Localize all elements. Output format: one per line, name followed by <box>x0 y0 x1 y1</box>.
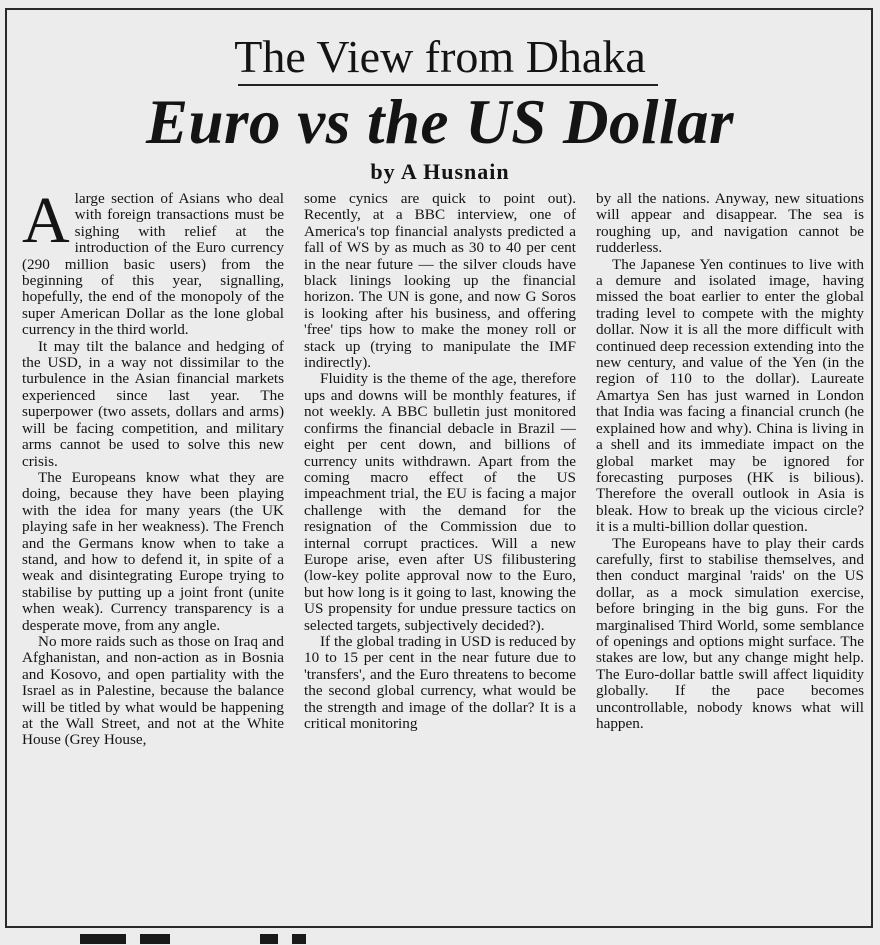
paragraph: by all the nations. Anyway, new situations will appear and disappear. The sea is roughing up, and navigation cannot be rudderless. <box>596 191 864 257</box>
kicker-title: The View from Dhaka <box>234 31 646 82</box>
article-column-2 <box>304 191 576 921</box>
paragraph: some cynics are quick to point out). Recently, at a BBC interview, one of America's top financial analysts predicted a fall of WS by as much as 30 to 40 per cent in the near future — the silver clouds have black linings looking up the financial horizon. The UN is gone, and now G Soros is looking after his business, and offering 'free' tips how to make the money roll or stack up (trying to manipulate the IMF indirectly). <box>304 191 576 372</box>
paragraph: The Europeans have to play their cards carefully, first to stabilise themselves, and then conduct marginal 'raids' on the US dollar, as a mock simulation exercise, before bringing in the big guns. For the marginalised Third World, some semblance of openings and options might surface. The stakes are low, but any change might help. The Euro-dollar battle swill affect liquidity globally. If the pace becomes uncontrollable, nobody knows what will happen. <box>596 534 864 732</box>
paragraph: No more raids such as those on Iraq and Afghanistan, and non-action as in Bosnia and Kosovo, and open partiality with the Israel as in Palestine, because the balance will be titled by what would be happening at the Wall Street, and not at the White House (Grey House, <box>22 632 284 749</box>
cropped-next-headline <box>60 930 560 945</box>
article-column-1 <box>22 191 284 921</box>
paragraph: The Japanese Yen continues to live with a demure and isolated image, having missed the boat earlier to enter the global trading level to compete with the mighty dollar. Now it is all the more difficult with continued deep recession extending into the new century, and value of the Yen (in the region of 110 to the dollar). Laureate Amartya Sen has just warned in London that India was facing a financial crunch (he explained how and why). China is living in a shell and its immediate impact on the global market may be ignored for forecasting purposes (HK is bilious). Therefore the overall outlook in Asia is bleak. How to break up the vicious circle? it is a multi-billion dollar question. <box>596 255 864 536</box>
article-column-3 <box>596 191 864 921</box>
paragraph: large section of Asians who deal with foreign transactions must be sighing with relief at the introduction of the Euro currency (290 million basic users) from the beginning of this year, signalling, hopefully, the end of the monopoly of the super American Dollar as the lone global currency in the third world. <box>22 191 284 339</box>
byline: by A Husnain <box>370 159 510 184</box>
paragraph: The Europeans know what they are doing, because they have been playing with the idea for many years (the UK playing safe in her weakness). The French and the Germans know when to take a stand, and how to defend it, in spite of a weak and disintegrating Europe trying to stabilise by putting up a joint front (unite when weak). Currency transparency is a desperate move, from any angle. <box>22 468 284 634</box>
paragraph: It may tilt the balance and hedging of the USD, in a way not dissimilar to the turbulence in the Asian financial markets experienced since last year. The superpower (two assets, dollars and arms) will be facing competition, and military arms cannot be used to solve this new crisis. <box>22 337 284 470</box>
paragraph: Fluidity is the theme of the age, therefore ups and downs will be monthly features, if not weekly. A BBC bulletin just monitored confirms the financial debacle in Brazil — eight per cent down, and billions of currency units withdrawn. Apart from the coming macro effect of the US impeachment trial, the EU is facing a major challenge with the demand for the resignation of the Commission due to internal corrupt practices. Will a new Europe arise, even after US filibustering (low-key polite approval now to the Euro, but how long is it going to last, knowing the US propensity for undue pressure tactics on selected targets, subjectively decided?). <box>304 370 576 634</box>
drop-cap: A <box>22 191 70 257</box>
paragraph: If the global trading in USD is reduced by 10 to 15 per cent in the near future due to 'transfers', and the Euro threatens to become the second global currency, what would be the strength and image of the dollar? It is a critical monitoring <box>304 632 576 732</box>
headline: Euro vs the US Dollar <box>145 87 735 157</box>
